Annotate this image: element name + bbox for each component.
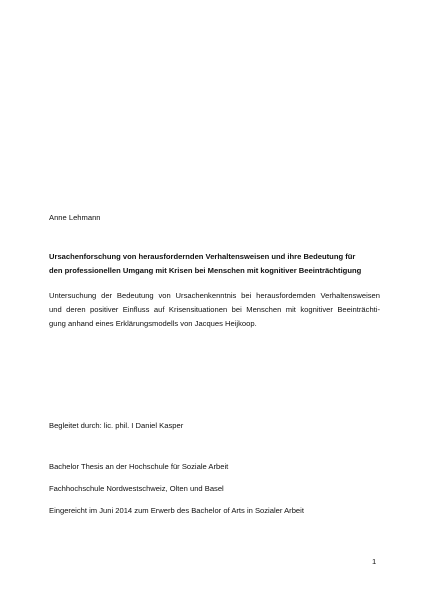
- thesis-title: [49, 250, 380, 278]
- title-line: Ursachenforschung von herausfordernden Verhaltensweisen und ihre Bedeutung für: [49, 252, 356, 261]
- page-number: 1: [372, 557, 377, 566]
- subtitle-line: gung anhand eines Erklärungsmodells von Jacques Heijkoop.: [49, 319, 257, 328]
- author-name: Anne Lehmann: [49, 213, 101, 222]
- thesis-subtitle: [49, 289, 380, 331]
- subtitle-line: Untersuchung der Bedeutung von Ursachenkenntnis bei herausfordemden Verhaltensweisen: [49, 291, 380, 300]
- title-line: den professionellen Umgang mit Krisen bei Menschen mit kognitiver Beeinträchtigung: [49, 266, 362, 275]
- supervisor-line: Begleitet durch: lic. phil. I Daniel Kasper: [49, 421, 184, 430]
- subtitle-line: und deren positiver Einfluss auf Krisensituationen bei Menschen mit kognitiver Beeinträchti-: [49, 305, 380, 314]
- school-name: Fachhochschule Nordwestschweiz, Olten und Basel: [49, 484, 224, 493]
- submission-note: Eingereicht im Juni 2014 zum Erwerb des Bachelor of Arts in Sozialer Arbeit: [49, 506, 304, 515]
- thesis-info: Bachelor Thesis an der Hochschule für Soziale Arbeit: [49, 462, 229, 471]
